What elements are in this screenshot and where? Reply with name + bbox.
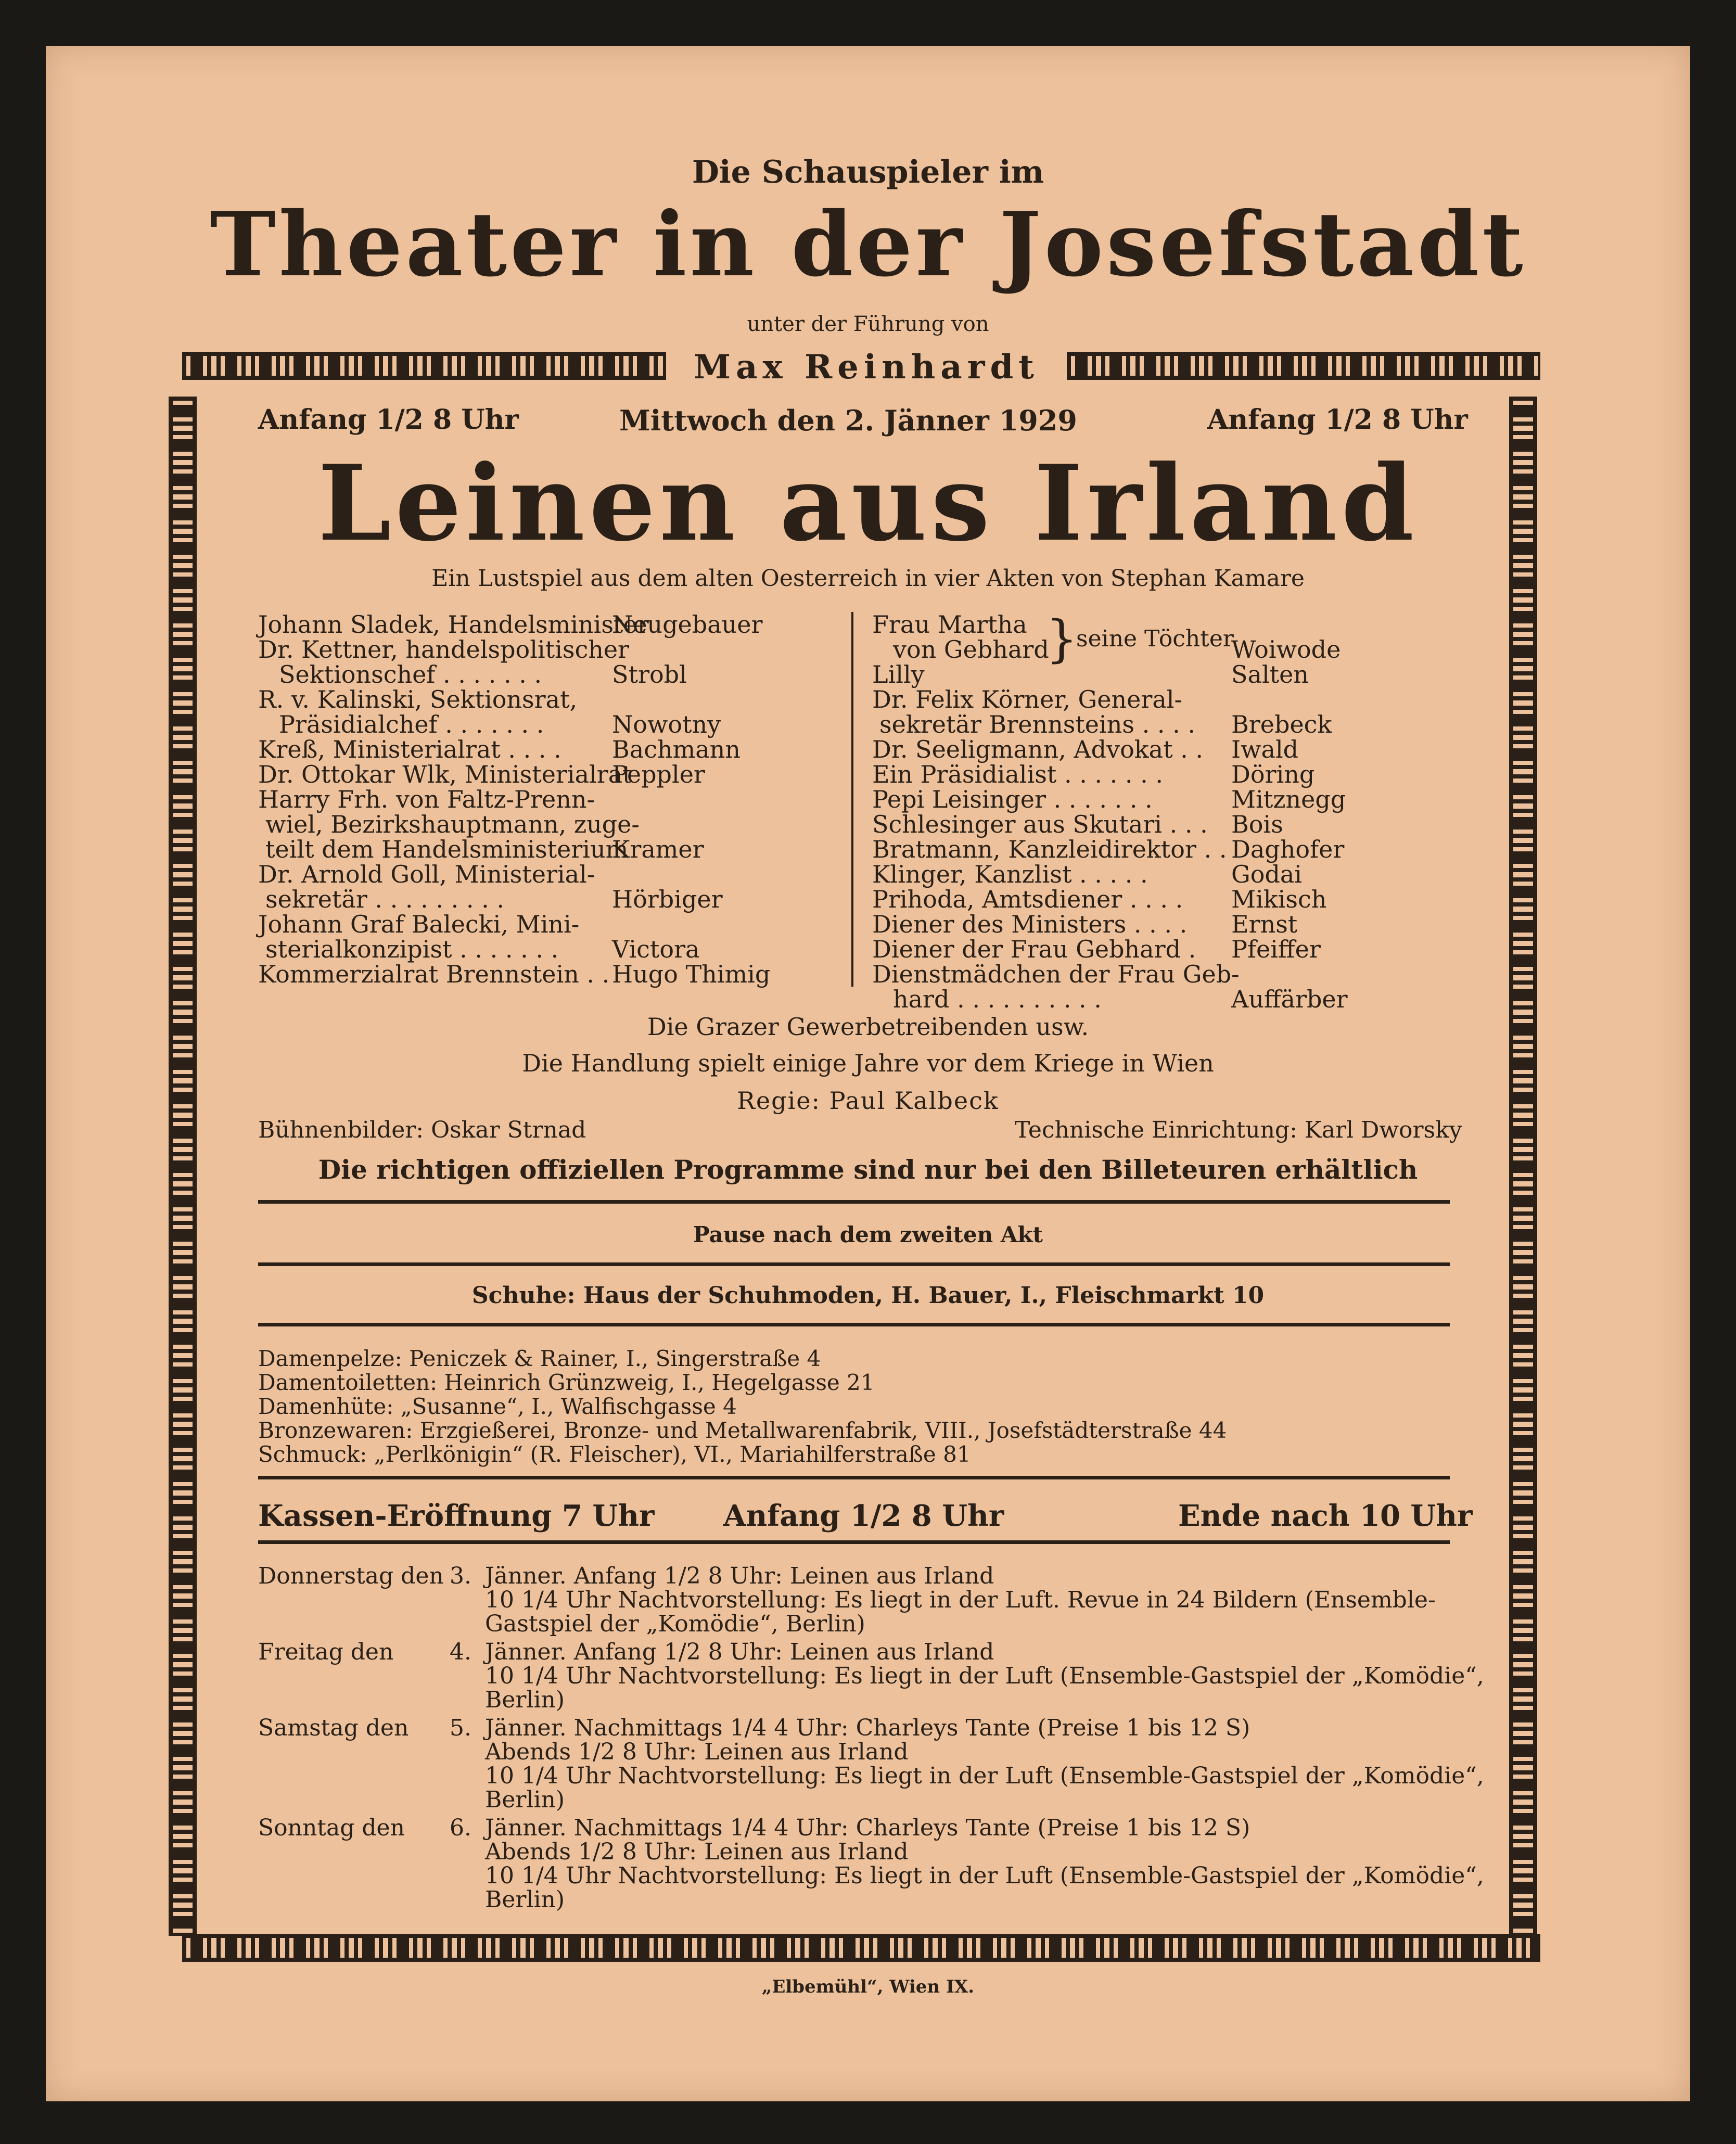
cast-row [258, 662, 831, 687]
role: hard . . . . . . . . . . [893, 985, 1102, 1013]
role: Harry Frh. von Faltz-Prenn- [258, 785, 595, 813]
theater-name: Theater in der Josefstadt [210, 193, 1526, 297]
end-time: Ende nach 10 Uhr [1178, 1499, 1473, 1533]
schedule-weekday: Freitag den [258, 1639, 394, 1665]
cast-list-left [258, 612, 831, 987]
schedule-weekday: Samstag den [258, 1715, 409, 1741]
actor: Mikisch [1231, 885, 1327, 913]
ad-line: Bronzewaren: Erzgießerei, Bronze- und Metallwarenfabrik, VIII., Josefstädterstraße 44 [258, 1418, 1227, 1443]
play-title: Leinen aus Irland [317, 442, 1419, 565]
programme-note: Die richtigen offiziellen Programme sind nur bei den Billeteuren erhältlich [318, 1154, 1418, 1185]
divider-line [258, 1200, 1450, 1204]
role: Lilly [872, 660, 925, 688]
actor: Victora [612, 935, 700, 963]
cast-row [258, 712, 831, 737]
cast-row [872, 787, 1497, 812]
role: Dr. Ottokar Wlk, Ministerialrat [258, 760, 632, 788]
cast-row [872, 937, 1497, 962]
schedule-line: Abends 1/2 8 Uhr: Leinen aus Irland [485, 1739, 909, 1765]
advertisements [258, 1347, 1227, 1466]
cast-row [258, 837, 831, 862]
role: Ein Präsidialist . . . . . . . [872, 760, 1164, 788]
actor: Daghofer [1231, 835, 1345, 863]
role: Pepi Leisinger . . . . . . . [872, 785, 1153, 813]
divider-line [258, 1323, 1450, 1326]
start-time-left: Anfang 1/2 8 Uhr [258, 404, 519, 436]
intermission-note: Pause nach dem zweiten Akt [693, 1222, 1043, 1247]
brace-glyph: } [1046, 610, 1078, 668]
role: Präsidialchef . . . . . . . [279, 710, 544, 738]
role: sekretär Brennsteins . . . . [879, 710, 1195, 738]
cast-row [258, 612, 831, 637]
actor: Godai [1231, 860, 1303, 888]
meander-border-top-right [1067, 352, 1540, 380]
role: Diener des Ministers . . . . [872, 910, 1188, 938]
printer-imprint: „Elbemühl“, Wien IX. [761, 1976, 975, 1997]
schedule-line: 10 1/4 Uhr Nachtvorstellung: Es liegt in der Luft (Ensemble-Gastspiel der „Komödie“, [485, 1763, 1484, 1789]
stage-design-credit: Bühnenbilder: Oskar Strnad [258, 1117, 586, 1143]
actor: Brebeck [1231, 710, 1332, 738]
daughters-note: seine Töchter [1076, 626, 1234, 652]
divider-line [258, 1476, 1450, 1479]
cast-row [258, 912, 831, 937]
shoes-ad: Schuhe: Haus der Schuhmoden, H. Bauer, I., Fleischmarkt 10 [471, 1282, 1265, 1309]
cast-row [872, 862, 1497, 887]
schedule-line: Berlin) [485, 1687, 565, 1713]
cast-row [872, 762, 1497, 787]
actor: Neugebauer [612, 610, 763, 639]
divider-line [258, 1262, 1450, 1266]
schedule-line: Jänner. Anfang 1/2 8 Uhr: Leinen aus Irland [485, 1639, 994, 1665]
actor: Ernst [1231, 910, 1298, 938]
actor: Iwald [1231, 735, 1299, 763]
actor: Woiwode [1231, 635, 1341, 663]
role: teilt dem Handelsministerium [265, 835, 629, 863]
cast-row [872, 812, 1497, 837]
header-line: Die Schauspieler im [692, 154, 1044, 190]
cast-row [872, 662, 1497, 687]
meander-border-top-left [182, 352, 666, 380]
box-office-time: Kassen-Eröffnung 7 Uhr [258, 1499, 655, 1533]
actor: Mitznegg [1231, 785, 1346, 813]
actor: Döring [1231, 760, 1315, 788]
cast-row [258, 862, 831, 887]
cast-row [258, 762, 831, 787]
technical-credit: Technische Einrichtung: Karl Dworsky [1015, 1117, 1462, 1143]
schedule-weekday: Sonntag den [258, 1815, 405, 1841]
role: Johann Sladek, Handelsminister [258, 610, 649, 639]
role: Bratmann, Kanzleidirektor . . [872, 835, 1227, 863]
schedule-date: 3. [450, 1563, 471, 1589]
schedule-weekday: Donnerstag den [258, 1563, 444, 1589]
ad-line: Damenhüte: „Susanne“, I., Walfischgasse 4 [258, 1394, 737, 1419]
actor: Peppler [612, 760, 705, 788]
cast-row [258, 887, 831, 912]
schedule-line: Jänner. Nachmittags 1/4 4 Uhr: Charleys Tante (Preise 1 bis 12 S) [485, 1815, 1250, 1841]
role: R. v. Kalinski, Sektionsrat, [258, 685, 578, 713]
cast-row [258, 787, 831, 812]
role: Frau Martha [872, 610, 1027, 639]
actor: Strobl [612, 660, 687, 688]
start-time: Anfang 1/2 8 Uhr [723, 1499, 1004, 1533]
role: Dr. Kettner, handelspolitischer [258, 635, 630, 663]
actor: Pfeiffer [1231, 935, 1321, 963]
role: wiel, Bezirkshauptmann, zuge- [265, 810, 640, 838]
cast-row [258, 737, 831, 762]
cast-row [872, 687, 1497, 712]
cast-row [872, 987, 1497, 1012]
role: Klinger, Kanzlist . . . . . [872, 860, 1148, 888]
play-subtitle: Ein Lustspiel aus dem alten Oesterreich in vier Akten von Stephan Kamare [431, 565, 1305, 592]
schedule-line: 10 1/4 Uhr Nachtvorstellung: Es liegt in der Luft. Revue in 24 Bildern (Ensemble- [485, 1587, 1436, 1613]
cast-row [872, 737, 1497, 762]
actor: Bois [1231, 810, 1283, 838]
director-name: Max Reinhardt [694, 348, 1039, 387]
role: Schlesinger aus Skutari . . . [872, 810, 1208, 838]
schedule-line: 10 1/4 Uhr Nachtvorstellung: Es liegt in der Luft (Ensemble-Gastspiel der „Komödie“, [485, 1663, 1484, 1689]
role: Sektionschef . . . . . . . [279, 660, 542, 688]
cast-row [872, 712, 1497, 737]
schedule-line: Jänner. Anfang 1/2 8 Uhr: Leinen aus Irland [485, 1563, 994, 1589]
role: Kreß, Ministerialrat . . . . [258, 735, 561, 763]
actor: Kramer [612, 835, 704, 863]
director-credit: Regie: Paul Kalbeck [737, 1087, 999, 1115]
actor: Auffärber [1231, 985, 1348, 1013]
role: Dr. Arnold Goll, Ministerial- [258, 860, 595, 888]
role: sekretär . . . . . . . . . [265, 885, 505, 913]
cast-row [258, 962, 831, 987]
role: Diener der Frau Gebhard . [872, 935, 1196, 963]
actor: Salten [1231, 660, 1309, 688]
setting-note: Die Handlung spielt einige Jahre vor dem Kriege in Wien [522, 1049, 1214, 1077]
cast-row [258, 812, 831, 837]
role: sterialkonzipist . . . . . . . [265, 935, 559, 963]
performance-date: Mittwoch den 2. Jänner 1929 [619, 404, 1077, 437]
actor: Hörbiger [612, 885, 723, 913]
role: von Gebhard [893, 635, 1049, 663]
role: Kommerzialrat Brennstein . . [258, 960, 610, 988]
schedule-line: Jänner. Nachmittags 1/4 4 Uhr: Charleys Tante (Preise 1 bis 12 S) [485, 1715, 1250, 1741]
cast-row [258, 937, 831, 962]
role: Prihoda, Amtsdiener . . . . [872, 885, 1183, 913]
role: Dr. Seeligmann, Advokat . . [872, 735, 1204, 763]
schedule-date: 6. [450, 1815, 471, 1841]
role: Dienstmädchen der Frau Geb- [872, 960, 1240, 988]
ad-line: Schmuck: „Perlkönigin“ (R. Fleischer), VI., Mariahilferstraße 81 [258, 1441, 971, 1467]
meander-border-bottom [182, 1934, 1540, 1962]
extras-note: Die Grazer Gewerbetreibenden usw. [647, 1013, 1089, 1041]
cast-row [872, 887, 1497, 912]
schedule-line: Abends 1/2 8 Uhr: Leinen aus Irland [485, 1839, 909, 1865]
schedule-line: Berlin) [485, 1886, 565, 1913]
actor: Bachmann [612, 735, 741, 763]
cast-row [872, 837, 1497, 862]
cast-row [258, 687, 831, 712]
ad-line: Damenpelze: Peniczek & Rainer, I., Singerstraße 4 [258, 1346, 821, 1371]
schedule-date: 5. [450, 1715, 471, 1741]
under-direction: unter der Führung von [747, 312, 989, 336]
role: Johann Graf Balecki, Mini- [258, 910, 580, 938]
cast-row [872, 912, 1497, 937]
role: Dr. Felix Körner, General- [872, 685, 1183, 713]
divider-line [258, 1540, 1450, 1544]
schedule-line: Berlin) [485, 1786, 565, 1813]
column-divider [851, 612, 853, 987]
start-time-right: Anfang 1/2 8 Uhr [1207, 404, 1468, 436]
cast-row [258, 637, 831, 662]
schedule-line: 10 1/4 Uhr Nachtvorstellung: Es liegt in der Luft (Ensemble-Gastspiel der „Komödie“, [485, 1862, 1484, 1889]
actor: Hugo Thimig [612, 960, 771, 988]
cast-list-right [872, 612, 1497, 1012]
schedule-date: 4. [450, 1639, 471, 1665]
cast-row [872, 962, 1497, 987]
schedule-line: Gastspiel der „Komödie“, Berlin) [485, 1611, 865, 1637]
actor: Nowotny [612, 710, 721, 738]
ad-line: Damentoiletten: Heinrich Grünzweig, I., Hegelgasse 21 [258, 1370, 875, 1395]
